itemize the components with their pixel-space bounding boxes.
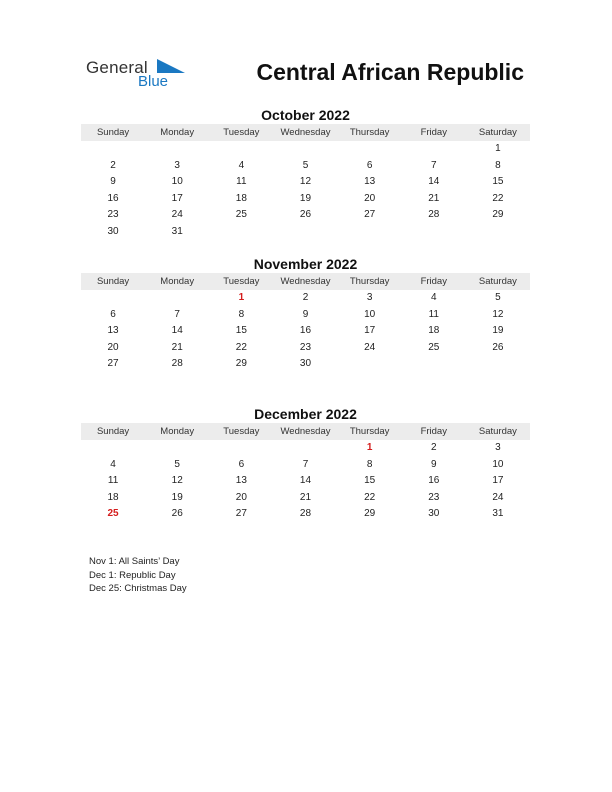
week-row bbox=[81, 323, 530, 340]
day-cell: 6 bbox=[238, 458, 245, 470]
empty-day-cell bbox=[209, 440, 273, 457]
empty-day-cell bbox=[209, 224, 273, 241]
day-cell: 18 bbox=[428, 325, 440, 337]
weekday-header bbox=[81, 124, 530, 141]
day-cell: 12 bbox=[171, 475, 183, 487]
day-cell: 9 bbox=[430, 458, 437, 470]
week-row bbox=[81, 141, 530, 158]
empty-day-cell bbox=[466, 224, 530, 241]
day-cell: 11 bbox=[236, 176, 247, 188]
day-cell: 15 bbox=[235, 325, 247, 337]
day-cell: 10 bbox=[364, 308, 376, 320]
day-cell: 8 bbox=[495, 159, 501, 171]
day-cell: 29 bbox=[492, 209, 504, 221]
empty-day-cell bbox=[402, 224, 466, 241]
weekday-label: Thursday bbox=[349, 127, 390, 138]
day-cell: 14 bbox=[299, 475, 312, 487]
day-cell: 27 bbox=[235, 508, 247, 520]
weekday-header bbox=[81, 423, 530, 440]
week-row bbox=[81, 174, 530, 191]
weekday-label: Tuesday bbox=[223, 127, 260, 138]
day-cell: 22 bbox=[492, 192, 504, 204]
weekday-label: Sunday bbox=[96, 426, 130, 437]
day-cell: 20 bbox=[107, 341, 119, 353]
week-row bbox=[81, 290, 530, 307]
day-cell: 21 bbox=[428, 192, 440, 204]
weekday-label: Sunday bbox=[96, 127, 130, 138]
day-cell: 13 bbox=[235, 475, 247, 487]
day-cell: 1 bbox=[366, 442, 373, 453]
day-cell: 3 bbox=[495, 442, 501, 453]
day-cell: 21 bbox=[299, 491, 312, 503]
week-row bbox=[81, 473, 530, 490]
day-cell: 24 bbox=[171, 209, 183, 221]
day-cell: 10 bbox=[171, 176, 183, 188]
weekday-label: Thursday bbox=[349, 276, 390, 287]
weekday-label: Tuesday bbox=[223, 426, 260, 437]
weekday-header bbox=[81, 273, 530, 290]
day-cell: 21 bbox=[171, 341, 183, 353]
day-cell: 2 bbox=[302, 292, 309, 303]
day-cell: 1 bbox=[495, 143, 501, 154]
empty-day-cell bbox=[273, 141, 337, 158]
day-cell: 28 bbox=[171, 358, 183, 370]
empty-day-cell bbox=[81, 141, 145, 158]
day-cell: 31 bbox=[492, 508, 504, 520]
day-cell: 29 bbox=[364, 508, 376, 520]
day-cell: 20 bbox=[364, 192, 376, 204]
country-title: Central African Republic bbox=[256, 59, 524, 85]
holiday-notes bbox=[89, 555, 187, 596]
day-cell: 24 bbox=[364, 341, 376, 353]
empty-day-cell bbox=[338, 356, 402, 373]
week-row bbox=[81, 158, 530, 175]
day-cell: 17 bbox=[364, 325, 376, 337]
empty-day-cell bbox=[466, 356, 530, 373]
weekday-label: Sunday bbox=[96, 276, 130, 287]
day-cell: 23 bbox=[299, 341, 312, 353]
holiday-note: Dec 25: Christmas Day bbox=[89, 583, 187, 594]
day-cell: 31 bbox=[171, 225, 183, 237]
week-row bbox=[81, 506, 530, 523]
empty-day-cell bbox=[273, 224, 337, 241]
weekday-label: Friday bbox=[420, 426, 447, 437]
day-cell: 9 bbox=[302, 308, 309, 320]
week-row bbox=[81, 340, 530, 357]
day-cell: 24 bbox=[492, 491, 504, 503]
month-november bbox=[81, 255, 530, 373]
day-cell: 30 bbox=[107, 225, 119, 237]
empty-day-cell bbox=[145, 440, 209, 457]
day-cell: 4 bbox=[238, 159, 245, 171]
day-cell: 19 bbox=[299, 192, 312, 204]
day-cell: 5 bbox=[495, 292, 501, 303]
day-cell: 18 bbox=[235, 192, 247, 204]
empty-day-cell bbox=[338, 141, 402, 158]
day-cell: 15 bbox=[364, 475, 376, 487]
empty-day-cell bbox=[338, 224, 402, 241]
day-cell: 16 bbox=[299, 325, 312, 337]
day-cell: 12 bbox=[299, 176, 312, 188]
day-cell: 11 bbox=[428, 308, 439, 320]
week-row bbox=[81, 457, 530, 474]
weekday-label: Tuesday bbox=[223, 276, 260, 287]
weekday-label: Saturday bbox=[478, 127, 517, 138]
day-cell: 25 bbox=[107, 508, 119, 520]
empty-day-cell bbox=[145, 290, 209, 307]
day-cell: 17 bbox=[492, 475, 504, 487]
empty-day-cell bbox=[273, 440, 337, 457]
empty-day-cell bbox=[402, 141, 466, 158]
day-cell: 3 bbox=[366, 292, 373, 303]
day-cell: 17 bbox=[171, 192, 183, 204]
day-cell: 6 bbox=[366, 159, 373, 171]
day-cell: 19 bbox=[171, 491, 183, 503]
day-cell: 18 bbox=[107, 491, 119, 503]
day-cell: 7 bbox=[430, 159, 437, 171]
day-cell: 4 bbox=[110, 458, 116, 470]
day-cell: 23 bbox=[107, 209, 119, 221]
weekday-label: Saturday bbox=[478, 276, 517, 287]
weekday-label: Wednesday bbox=[280, 276, 331, 287]
day-cell: 8 bbox=[366, 458, 373, 470]
empty-day-cell bbox=[81, 290, 145, 307]
day-cell: 28 bbox=[299, 508, 312, 520]
week-row bbox=[81, 224, 530, 241]
brand-blue: Blue bbox=[138, 73, 169, 90]
day-cell: 13 bbox=[364, 176, 376, 188]
brand-general: General bbox=[86, 58, 148, 77]
weekday-label: Wednesday bbox=[280, 127, 331, 138]
day-cell: 14 bbox=[428, 176, 440, 188]
month-title: November 2022 bbox=[253, 256, 358, 272]
day-cell: 13 bbox=[107, 325, 119, 337]
day-cell: 12 bbox=[492, 308, 504, 320]
week-row bbox=[81, 440, 530, 457]
day-cell: 26 bbox=[171, 508, 183, 520]
day-cell: 29 bbox=[235, 358, 247, 370]
day-cell: 9 bbox=[110, 176, 116, 188]
month-october bbox=[81, 106, 530, 241]
week-row bbox=[81, 207, 530, 224]
weekday-label: Monday bbox=[160, 426, 195, 437]
day-cell: 27 bbox=[107, 358, 119, 370]
month-title: October 2022 bbox=[261, 107, 350, 123]
weekday-label: Thursday bbox=[349, 426, 390, 437]
weekday-label: Wednesday bbox=[280, 426, 331, 437]
day-cell: 11 bbox=[107, 475, 119, 487]
day-cell: 16 bbox=[428, 475, 440, 487]
day-cell: 15 bbox=[492, 176, 504, 188]
weekday-label: Friday bbox=[420, 276, 447, 287]
week-row bbox=[81, 307, 530, 324]
day-cell: 5 bbox=[174, 458, 180, 470]
day-cell: 14 bbox=[171, 325, 183, 337]
week-row bbox=[81, 356, 530, 373]
day-cell: 25 bbox=[428, 341, 440, 353]
holiday-note: Nov 1: All Saints’ Day bbox=[89, 556, 180, 567]
holiday-note: Dec 1: Republic Day bbox=[89, 569, 176, 581]
day-cell: 3 bbox=[174, 159, 180, 171]
day-cell: 26 bbox=[299, 209, 312, 221]
day-cell: 4 bbox=[430, 292, 437, 303]
day-cell: 25 bbox=[235, 209, 247, 221]
week-row bbox=[81, 191, 530, 208]
day-cell: 20 bbox=[235, 491, 247, 503]
day-cell: 2 bbox=[430, 442, 437, 453]
week-row bbox=[81, 490, 530, 507]
weekday-label: Monday bbox=[160, 276, 195, 287]
weekday-label: Friday bbox=[420, 127, 447, 138]
day-cell: 28 bbox=[428, 209, 440, 221]
day-cell: 27 bbox=[364, 209, 376, 221]
day-cell: 10 bbox=[492, 458, 504, 470]
empty-day-cell bbox=[81, 440, 145, 457]
day-cell: 6 bbox=[110, 308, 116, 320]
day-cell: 19 bbox=[492, 325, 504, 337]
day-cell: 22 bbox=[235, 341, 247, 353]
day-cell: 16 bbox=[107, 192, 119, 204]
empty-day-cell bbox=[402, 356, 466, 373]
day-cell: 1 bbox=[238, 292, 245, 303]
day-cell: 7 bbox=[174, 308, 180, 320]
month-title: December 2022 bbox=[254, 406, 357, 422]
day-cell: 7 bbox=[302, 458, 309, 470]
day-cell: 22 bbox=[364, 491, 376, 503]
day-cell: 2 bbox=[110, 159, 116, 171]
day-cell: 8 bbox=[238, 308, 245, 320]
day-cell: 23 bbox=[428, 491, 440, 503]
day-cell: 5 bbox=[302, 159, 309, 171]
empty-day-cell bbox=[145, 141, 209, 158]
day-cell: 30 bbox=[428, 508, 440, 520]
day-cell: 26 bbox=[492, 341, 504, 353]
month-december bbox=[81, 405, 530, 523]
weekday-label: Saturday bbox=[478, 426, 517, 437]
empty-day-cell bbox=[209, 141, 273, 158]
day-cell: 30 bbox=[299, 358, 312, 370]
brand-logo bbox=[86, 56, 186, 92]
weekday-label: Monday bbox=[160, 127, 195, 138]
